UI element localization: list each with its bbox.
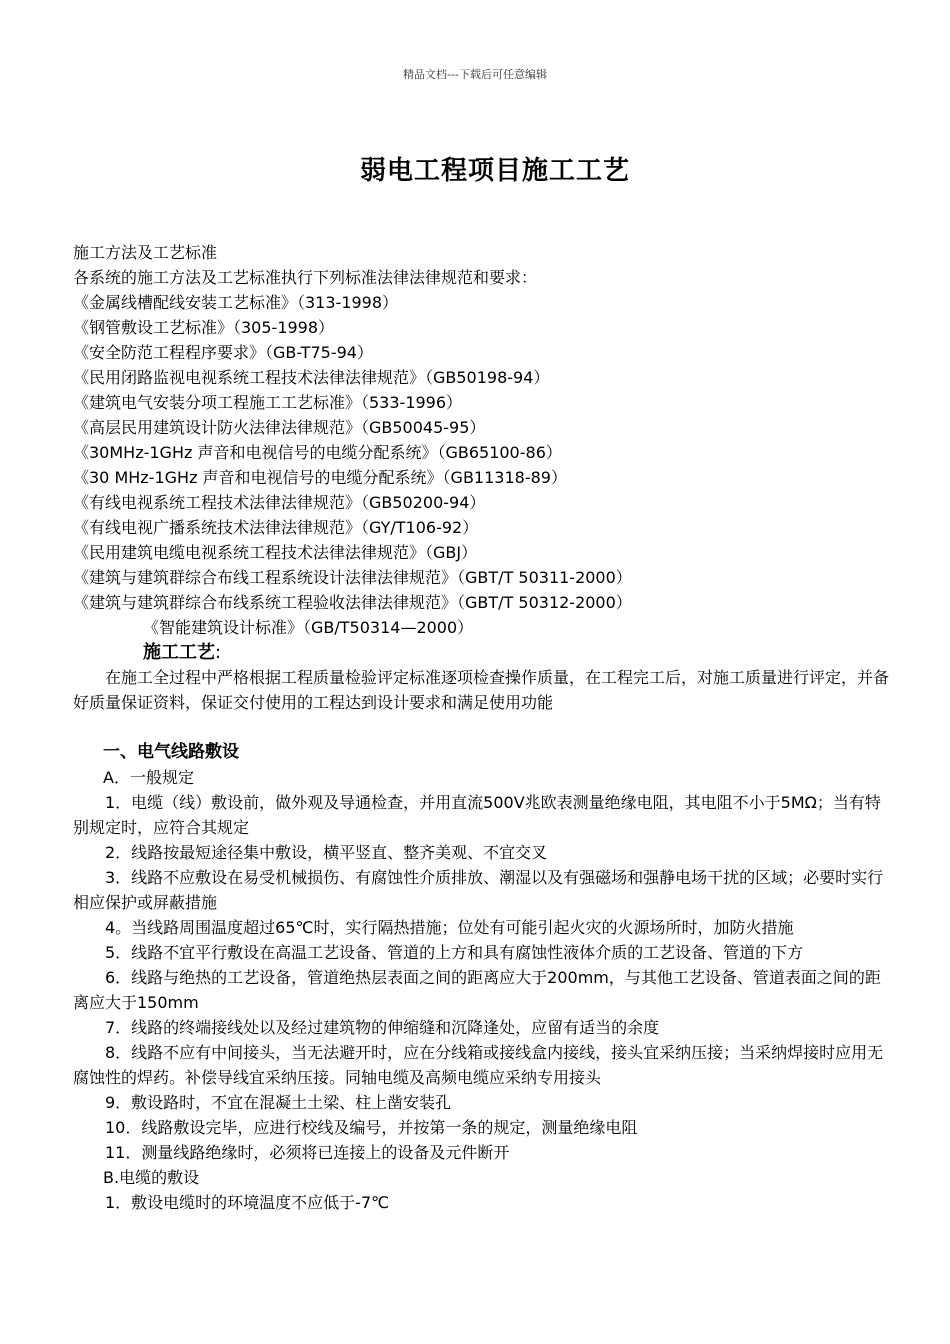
list-item: 1．敷设电缆时的环境温度不应低于-7℃ — [105, 1193, 390, 1212]
list-item: 3．线路不应敷设在易受机械损伤、有腐蚀性介质排放、潮湿以及有强磁场和强静电场干扰的区域；必要时实行相应保护或屏蔽措施 — [73, 868, 884, 912]
craft-heading-colon: : — [215, 642, 222, 663]
list-item: 10．线路敷设完毕，应进行校线及编号，并按第一条的规定，测量绝缘电阻 — [105, 1118, 638, 1137]
list-item: 11．测量线路绝缘时，必须将已连接上的设备及元件断开 — [105, 1143, 510, 1162]
intro-lead: 各系统的施工方法及工艺标准执行下列标准法律法律规范和要求： — [73, 268, 538, 287]
section-heading: 一、电气线路敷设 — [103, 742, 239, 762]
list-item: 1．电缆（线）敷设前，做外观及导通检查，并用直流500V兆欧表测量绝缘电阻，其电阻不小于5MΩ；当有特别规定时，应符合其规定 — [73, 793, 881, 837]
document-title: 弱电工程项目施工工艺 — [359, 156, 630, 186]
standard-item: 《有线电视广播系统技术法律法律规范》（GY/T106-92） — [73, 518, 479, 537]
list-item: 8．线路不应有中间接头，当无法避开时，应在分线箱或接线盒内接线，接头宜采纳压接；当采纳焊接时应用无腐蚀性的焊药。补偿导线宜采纳压接。同轴电缆及高频电缆应采纳专用接头 — [73, 1043, 884, 1087]
standard-item: 《安全防范工程程序要求》（GB-T75-94） — [73, 343, 373, 362]
craft-heading-text: 施工工艺 — [143, 642, 215, 663]
list-item: 4。当线路周围温度超过65℃时，实行隔热措施；位处有可能引起火灾的火源场所时，加防火措施 — [105, 918, 794, 937]
standard-item: 《建筑与建筑群综合布线系统工程验收法律法律规范》（GBT/T 50312-2000） — [73, 593, 632, 612]
craft-heading — [73, 640, 893, 665]
standard-item: 《30MHz-1GHz 声音和电视信号的电缆分配系统》（GB65100-86） — [73, 443, 562, 462]
intro-heading: 施工方法及工艺标准 — [73, 243, 218, 262]
standard-item-indented: 《智能建筑设计标准》（GB/T50314—2000） — [143, 618, 474, 637]
standard-item: 《建筑电气安装分项工程施工工艺标准》（533-1996） — [73, 393, 463, 412]
standard-item: 《有线电视系统工程技术法律法律规范》（GB50200-94） — [73, 493, 486, 512]
standard-item: 《30 MHz-1GHz 声音和电视信号的电缆分配系统》（GB11318-89） — [73, 468, 567, 487]
standard-item: 《钢管敷设工艺标准》（305-1998） — [73, 318, 335, 337]
list-item: 5．线路不宜平行敷设在高温工艺设备、管道的上方和具有腐蚀性液体介质的工艺设备、管道的下方 — [105, 943, 804, 962]
standard-item: 《民用闭路监视电视系统工程技术法律法律规范》（GB50198-94） — [73, 368, 550, 387]
standard-item: 《金属线槽配线安装工艺标准》（313-1998） — [73, 293, 399, 312]
subsection-a-heading: A．一般规定 — [103, 768, 194, 787]
list-item: 9．敷设路时，不宜在混凝土土梁、柱上凿安装孔 — [105, 1093, 452, 1112]
standard-item: 《高层民用建筑设计防火法律法律规范》（GB50045-95） — [73, 418, 486, 437]
list-item: 6．线路与绝热的工艺设备，管道绝热层表面之间的距离应大于200mm，与其他工艺设备、管道表面之间的距离应大于150mm — [73, 968, 881, 1012]
header-note: 精品文档---下载后可任意编辑 — [403, 68, 547, 81]
craft-paragraph: 在施工全过程中严格根据工程质量检验评定标准逐项检查操作质量，在工程完工后，对施工质量进行评定，并备好质量保证资料，保证交付使用的工程达到设计要求和满足使用功能 — [73, 668, 890, 712]
document-body — [73, 240, 893, 1215]
spacer — [73, 715, 893, 740]
list-item: 7．线路的终端接线处以及经过建筑物的伸缩缝和沉降逢处，应留有适当的余度 — [105, 1018, 660, 1037]
standard-item: 《民用建筑电缆电视系统工程技术法律法律规范》（GBJ） — [73, 543, 478, 562]
standard-item: 《建筑与建筑群综合布线工程系统设计法律法律规范》（GBT/T 50311-2000） — [73, 568, 632, 587]
subsection-b-heading: B.电缆的敷设 — [103, 1168, 200, 1187]
list-item: 2．线路按最短途径集中敷设，横平竖直、整齐美观、不宜交叉 — [105, 843, 548, 862]
